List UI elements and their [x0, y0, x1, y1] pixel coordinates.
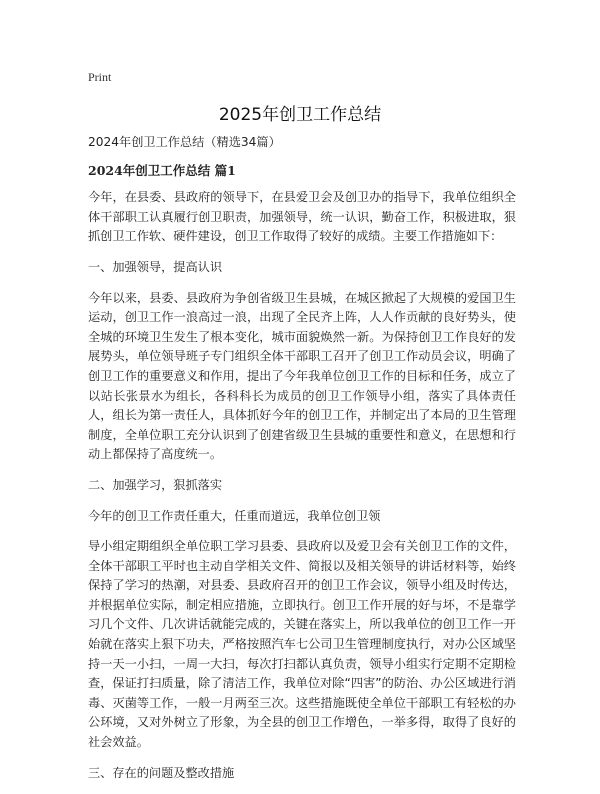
document-body [88, 133, 516, 794]
heading-strengthen-study: 二、加强学习，狠抓落实 [88, 477, 223, 492]
intro-paragraph: 今年，在县委、县政府的领导下，在县爱卫会及创卫办的指导下，我单位组织全体干部职工认真履行创卫职责，加强领导，统一认识，勤奋工作，积极进取，狠抓创卫工作软、硬件建设，创卫工作取得了较好的成绩。主要工作措施如下： [88, 190, 516, 244]
leadership-paragraph: 今年以来，县委、县政府为争创省级卫生县城，在城区掀起了大规模的爱国卫生运动，创卫工作一浪高过一浪，出现了全民齐上阵，人人作贡献的良好势头，使全城的环境卫生发生了根本变化，城市面貌焕然一新。为保持创卫工作良好的发展势头，单位领导班子专门组织全体干部职工召开了创卫工作动员会议，明确了创卫工作的重要意义和作用，提出了今年我单位创卫工作的目标和任务，成立了以站长张景水为组长，各科科长为成员的创卫工作领导小组，落实了具体责任人，组长为第一责任人，具体抓好今年的创卫工作，并制定出了本局的卫生管理制度，全单位职工充分认识到了创建省级卫生县城的重要性和意义，在思想和行动上都保持了高度统一。 [88, 290, 516, 462]
study-paragraph: 导小组定期组织全单位职工学习县委、县政府以及爱卫会有关创卫工作的文件，全体干部职工平时也主动自学相关文件、简报以及相关领导的讲话材料等，始终保持了学习的热潮，对县委、县政府召开的创卫工作会议，领导小组及时传达，并根据单位实际，制定相应措施，立即执行。创卫工作开展的好与坏，不是靠学习几个文件、几次讲话就能完成的，关键在落实上，所以我单位的创卫工作一开始就在落实上狠下功夫，严格按照汽车七公司卫生管理制度执行，对办公区域坚持一天一小扫，一周一大扫，每次打扫都认真负责，领导小组实行定期不定期检查，保证打扫质量，除了清洁工作，我单位对除“四害”的防治、办公区域进行消毒、灭菌等工作，一般一月两至三次。这些措施既使全单位干部职工有轻松的办公环境，又对外树立了形象，为全县的创卫工作增色，一举多得，取得了良好的社会效益。 [88, 539, 516, 750]
heading-problems-measures: 三、存在的问题及整改措施 [88, 765, 235, 780]
section-title: 2024年创卫工作总结 篇1 [88, 162, 236, 178]
document-subtitle: 2024年创卫工作总结（精选34篇） [88, 135, 281, 149]
page-title: 2025年创卫工作总结 [218, 105, 382, 125]
heading-strengthen-leadership: 一、加强领导，提高认识 [88, 259, 223, 274]
print-link[interactable]: Print [88, 70, 112, 84]
study-lead-paragraph: 今年的创卫工作责任重大，任重而道远，我单位创卫领 [88, 508, 381, 523]
